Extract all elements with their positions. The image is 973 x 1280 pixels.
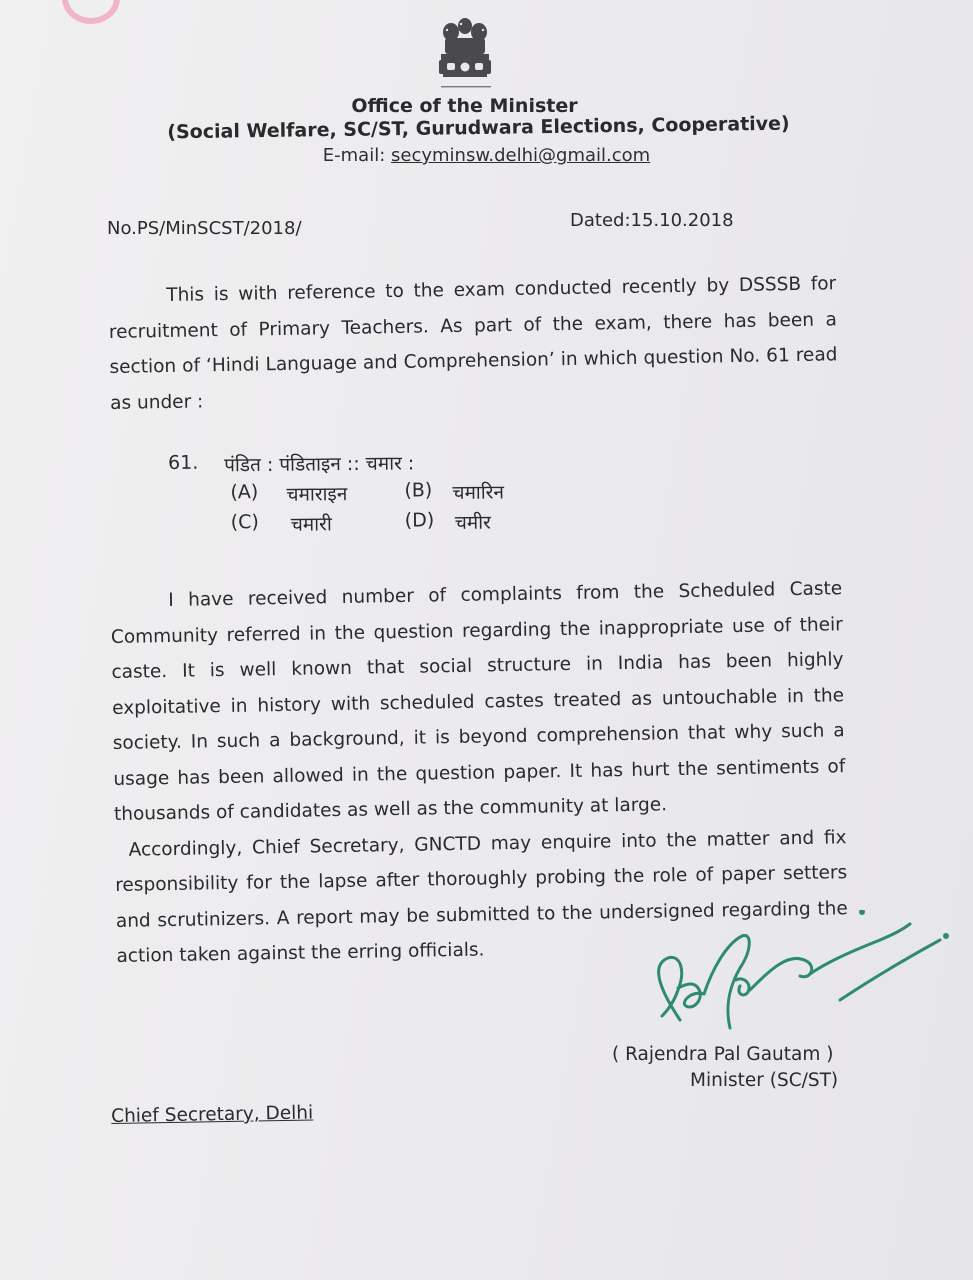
emblem-motto (441, 84, 491, 90)
national-emblem-icon (433, 12, 497, 92)
handwritten-signature (640, 910, 960, 1040)
option-c-text: चमारी (290, 513, 332, 536)
question-number: 61. (168, 451, 199, 474)
question-stem: पंडित : पंडिताइन :: चमार : (224, 452, 415, 477)
option-b-text: चमारिन (452, 481, 505, 505)
pink-ink-mark (62, 0, 120, 24)
quoted-question (168, 451, 505, 542)
email-line (0, 145, 973, 166)
paragraph-action: Accordingly, Chief Secretary, GNCTD may enquire into the matter and fix responsibility for the lapse after thoroughly probing the role of paper setters and scrutinizers. A report may be submitted to the undersigned regarding the action taken against the erring officials. (115, 826, 848, 967)
option-d-tag: (D) (404, 509, 435, 532)
office-title: Office of the Minister (351, 95, 578, 117)
paragraph-complaints: I have received number of complaints from the Scheduled Caste Community referred in the question regarding the inappropriate use of their caste. It is well known that social structure in India has been highly exploitative in history with scheduled castes treated as untouchable in the society. In such a background, it is beyond comprehension that why such a usage has been allowed in the question paper. It has hurt the sentiments of thousands of candidates as well as the community at large. (110, 578, 846, 825)
office-portfolio: (Social Welfare, SC/ST, Gurudwara Elections, Cooperative) (167, 112, 790, 144)
email-link[interactable]: secyminsw.delhi@gmail.com (391, 145, 651, 166)
option-a-tag: (A) (230, 481, 259, 504)
option-b-tag: (B) (404, 479, 433, 502)
letter-date: Dated:15.10.2018 (570, 210, 734, 231)
email-label: E-mail: (322, 145, 386, 166)
signatory-name: ( Rajendra Pal Gautam ) (612, 1044, 834, 1065)
option-d-text: चमीर (454, 511, 491, 535)
addressee: Chief Secretary, Delhi (111, 1102, 314, 1127)
signatory-designation: Minister (SC/ST) (690, 1070, 839, 1091)
reference-number: No.PS/MinSCST/2018/ (107, 218, 302, 239)
option-a-text: चमाराइन (286, 483, 348, 506)
option-c-tag: (C) (230, 511, 259, 534)
paragraph-reference: This is with reference to the exam conducted recently by DSSSB for recruitment of Primary Teachers. As part of the exam, there has been a section of ‘Hindi Language and Comprehension’ in which question No. 61 read as under : (108, 273, 838, 414)
